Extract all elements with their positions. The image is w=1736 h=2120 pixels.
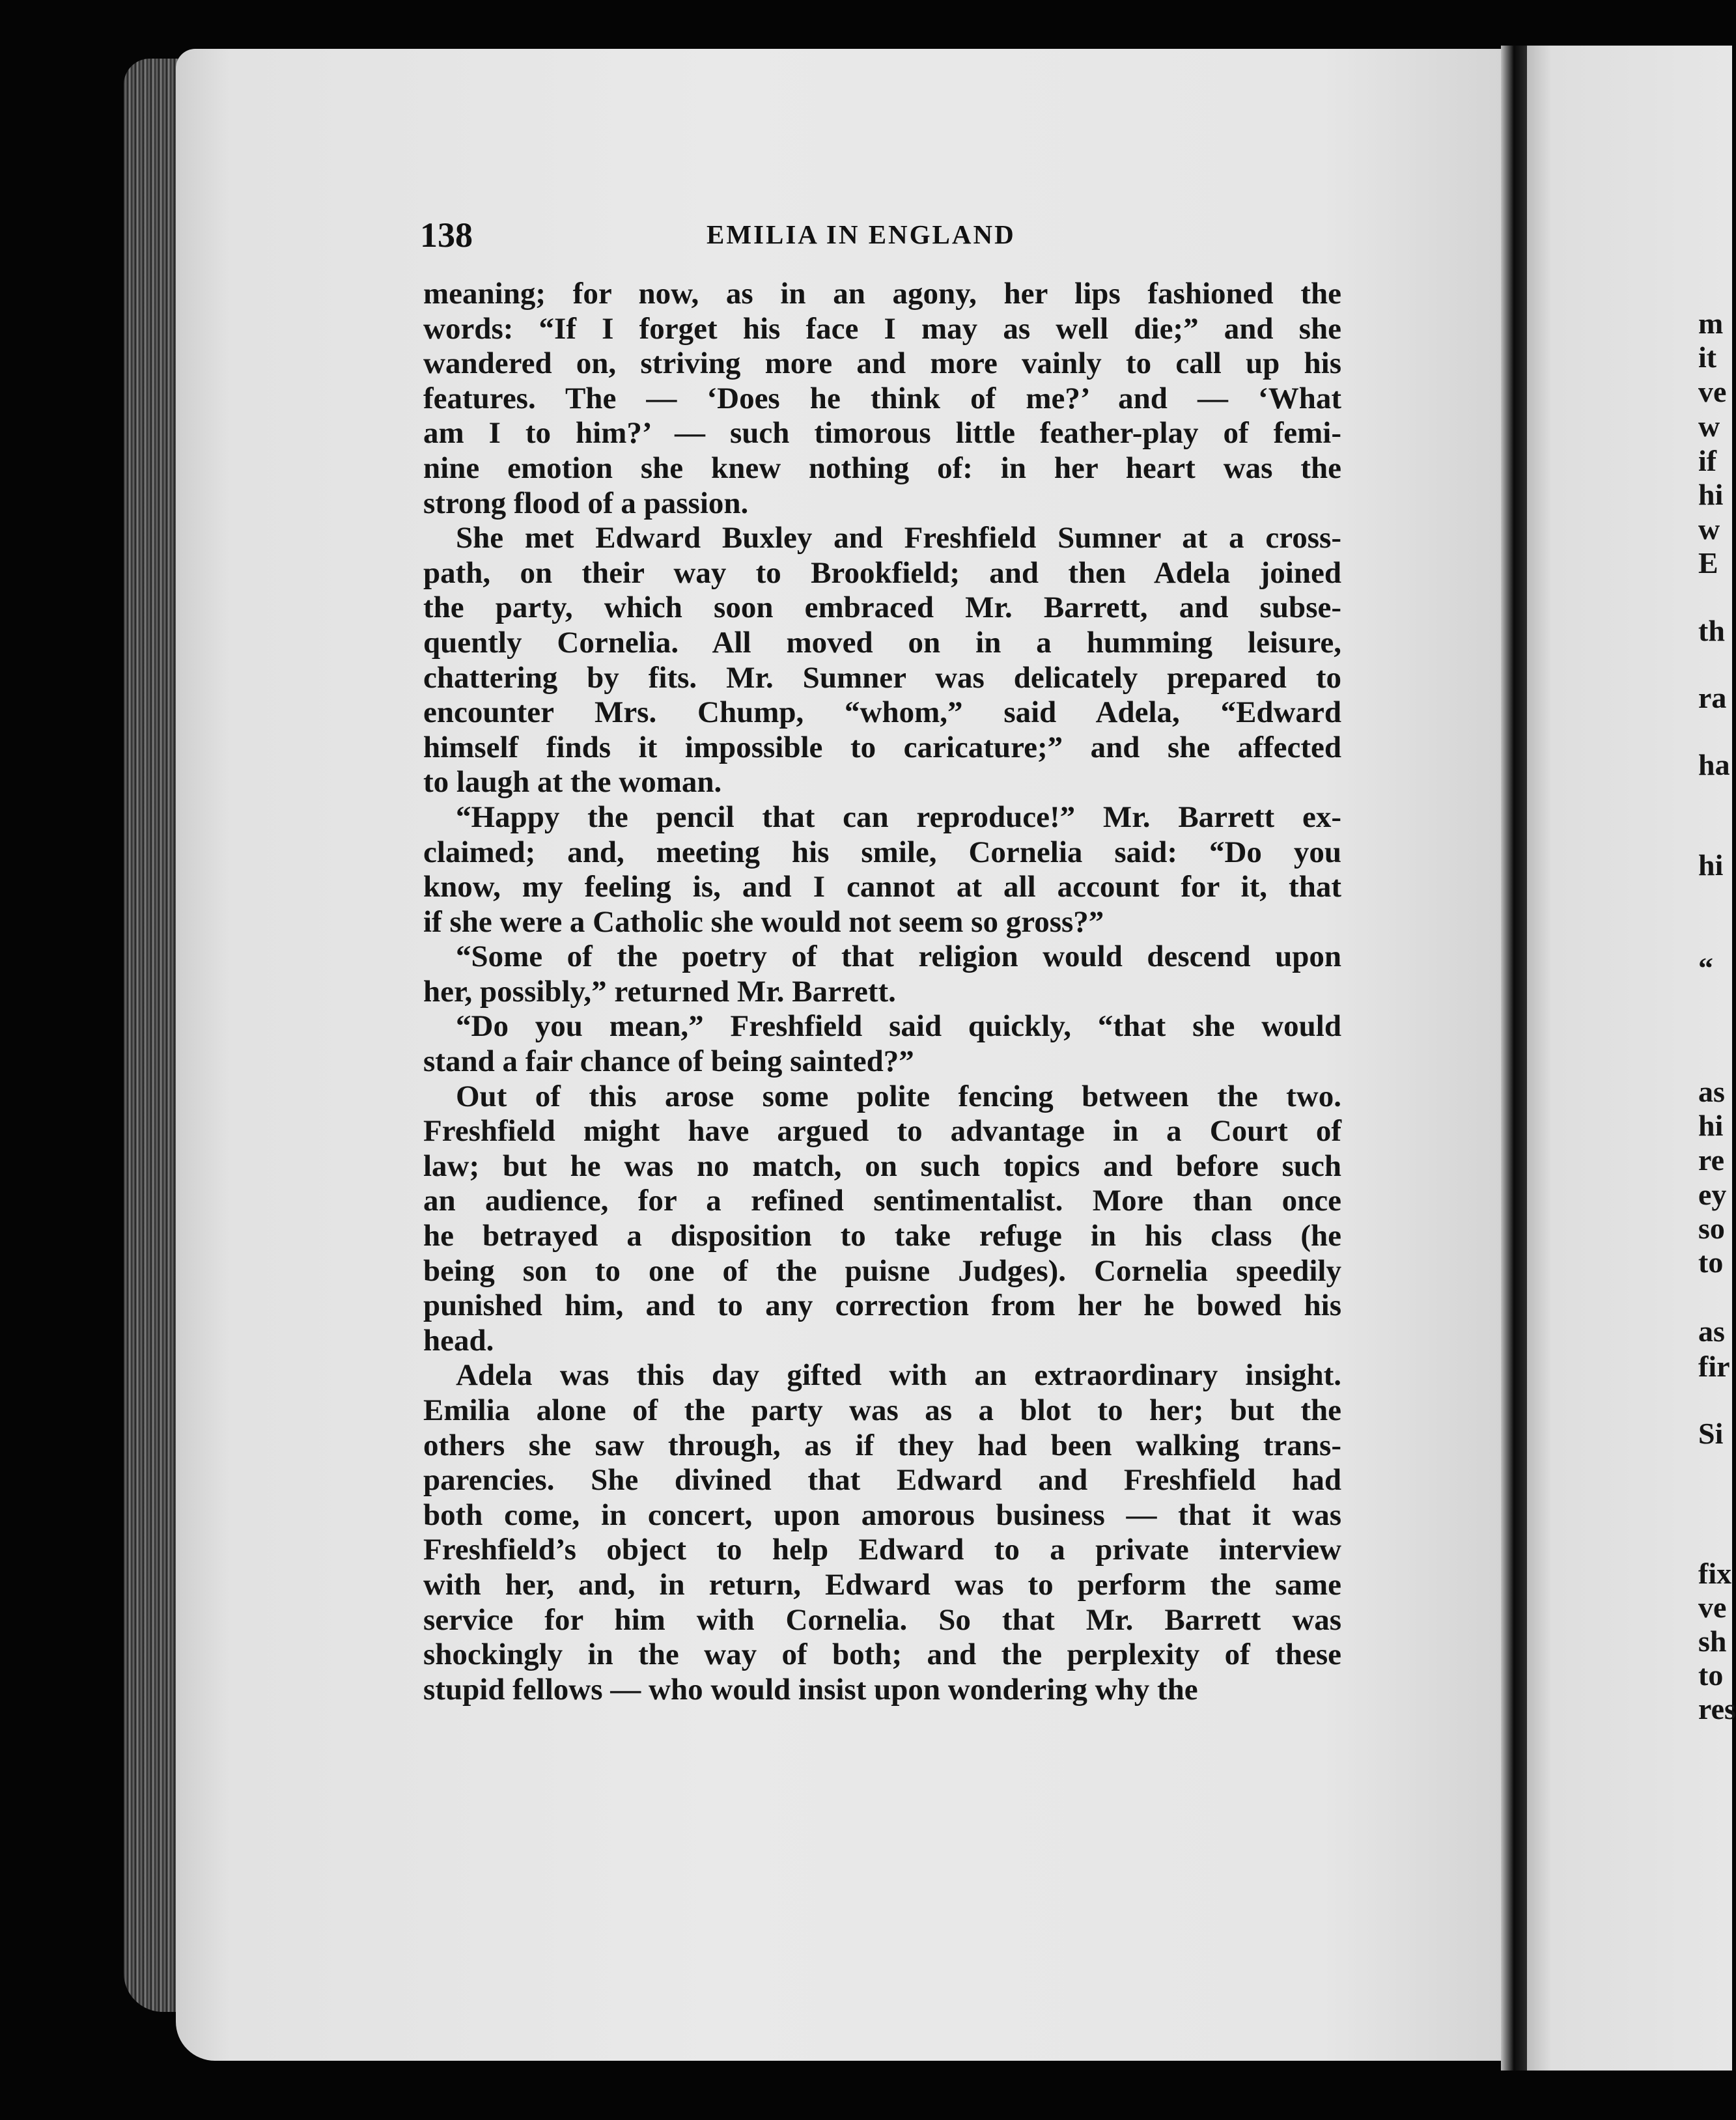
text-line: She met Edward Buxley and Freshfield Sumner at a cross-	[456, 521, 1341, 555]
text-line: path, on their way to Brookfield; and then Adela joined	[423, 555, 1341, 590]
text-line: features. The — ‘Does he think of me?’ and — ‘What	[423, 381, 1341, 415]
text-line: the party, which soon embraced Mr. Barrett, and subse-	[423, 591, 1341, 625]
page-body-text	[423, 277, 1341, 1707]
right-page-fragment: th	[1698, 614, 1725, 647]
right-page-fragment: so	[1698, 1212, 1725, 1245]
right-page-fragment: as	[1698, 1315, 1725, 1348]
right-page-fragment: as	[1698, 1075, 1725, 1108]
text-line: an audience, for a refined sentimentalist. More than once	[423, 1184, 1341, 1218]
right-page-fragment: ey	[1698, 1178, 1727, 1211]
right-page-fragment: re	[1698, 1143, 1725, 1177]
text-line: to laugh at the woman.	[423, 765, 722, 800]
right-page-fragment: ha	[1698, 748, 1730, 781]
text-line: quently Cornelia. All moved on in a humming leisure,	[423, 625, 1341, 660]
text-line: strong flood of a passion.	[423, 486, 749, 520]
text-line: her, possibly,” returned Mr. Barrett.	[423, 974, 896, 1009]
text-line: stupid fellows — who would insist upon wondering why the	[423, 1672, 1198, 1707]
page-number: 138	[420, 216, 473, 255]
text-line: claimed; and, meeting his smile, Cornelia said: “Do you	[423, 835, 1341, 869]
text-line: stand a fair chance of being sainted?”	[423, 1044, 914, 1079]
text-line: “Happy the pencil that can reproduce!” Mr. Barrett ex-	[456, 800, 1341, 834]
text-line: both come, in concert, upon amorous business — that it was	[423, 1498, 1341, 1532]
text-line: Freshfield might have argued to advantage in a Court of	[423, 1114, 1341, 1149]
text-line: others she saw through, as if they had been walking trans-	[423, 1428, 1341, 1462]
text-line: law; but he was no match, on such topics and before such	[423, 1149, 1341, 1183]
right-page-fragment: “	[1698, 951, 1713, 984]
right-page-fragment: to	[1698, 1246, 1724, 1279]
text-line: punished him, and to any correction from her he bowed his	[423, 1289, 1341, 1323]
right-page-fragment: m	[1698, 307, 1724, 340]
text-line: Emilia alone of the party was as a blot to her; but the	[423, 1393, 1341, 1427]
text-line: service for him with Cornelia. So that Mr. Barrett was	[423, 1602, 1341, 1637]
text-line: shockingly in the way of both; and the perplexity of these	[423, 1638, 1341, 1672]
right-page-fragment: w	[1698, 512, 1720, 546]
running-title: EMILIA IN ENGLAND	[707, 219, 1016, 249]
text-line: Adela was this day gifted with an extraordinary insight.	[456, 1358, 1341, 1393]
running-head	[420, 215, 1351, 267]
right-page-fragment: hi	[1698, 478, 1724, 511]
right-page-fragment: res	[1698, 1692, 1736, 1725]
right-page-fragment: E	[1698, 546, 1718, 579]
text-line: encounter Mrs. Chump, “whom,” said Adela, “Edward	[423, 695, 1341, 730]
text-line: am I to him?’ — such timorous little feather-play of femi-	[423, 416, 1341, 451]
text-line: chattering by fits. Mr. Sumner was delicately prepared to	[423, 660, 1341, 695]
right-page-fragment: w	[1698, 410, 1720, 443]
text-line: he betrayed a disposition to take refuge in his class (he	[423, 1219, 1341, 1253]
text-line: if she were a Catholic she would not seem so gross?”	[423, 904, 1104, 939]
book-gutter	[1501, 46, 1527, 2071]
text-line: meaning; for now, as in an agony, her lips fashioned the	[423, 277, 1341, 311]
text-line: Out of this arose some polite fencing between the two.	[456, 1079, 1341, 1113]
right-page-fragment: ve	[1698, 375, 1727, 408]
right-page-fragment: it	[1698, 341, 1717, 374]
right-page-fragment: Si	[1698, 1417, 1724, 1450]
text-line: “Some of the poetry of that religion would descend upon	[456, 940, 1341, 974]
right-page-fragment: to	[1698, 1658, 1724, 1692]
text-line: being son to one of the puisne Judges). Cornelia speedily	[423, 1253, 1341, 1288]
text-line: nine emotion she knew nothing of: in her heart was the	[423, 451, 1341, 485]
text-line: Freshfield’s object to help Edward to a private interview	[423, 1533, 1341, 1567]
text-line: with her, and, in return, Edward was to perform the same	[423, 1567, 1341, 1602]
text-line: words: “If I forget his face I may as well die;” and she	[423, 311, 1341, 346]
text-line: head.	[423, 1323, 494, 1358]
text-line: “Do you mean,” Freshfield said quickly, “that she would	[456, 1009, 1341, 1044]
right-page-fragment: fir	[1698, 1350, 1730, 1383]
right-page-fragment: fix	[1698, 1557, 1732, 1590]
right-page-fragment: sh	[1698, 1625, 1727, 1658]
right-page-fragment: hi	[1698, 1109, 1724, 1142]
right-page-fragment: ra	[1698, 681, 1727, 714]
right-page-fragment: if	[1698, 444, 1717, 477]
text-line: wandered on, striving more and more vainly to call up his	[423, 346, 1341, 381]
right-page-fragment: ve	[1698, 1591, 1727, 1624]
text-line: himself finds it impossible to caricature;” and she affected	[423, 730, 1341, 764]
text-line: know, my feeling is, and I cannot at all account for it, that	[423, 870, 1341, 904]
right-page-fragments	[1698, 0, 1736, 2120]
right-page-fragment: hi	[1698, 848, 1724, 882]
text-line: parencies. She divined that Edward and Freshfield had	[423, 1463, 1341, 1498]
